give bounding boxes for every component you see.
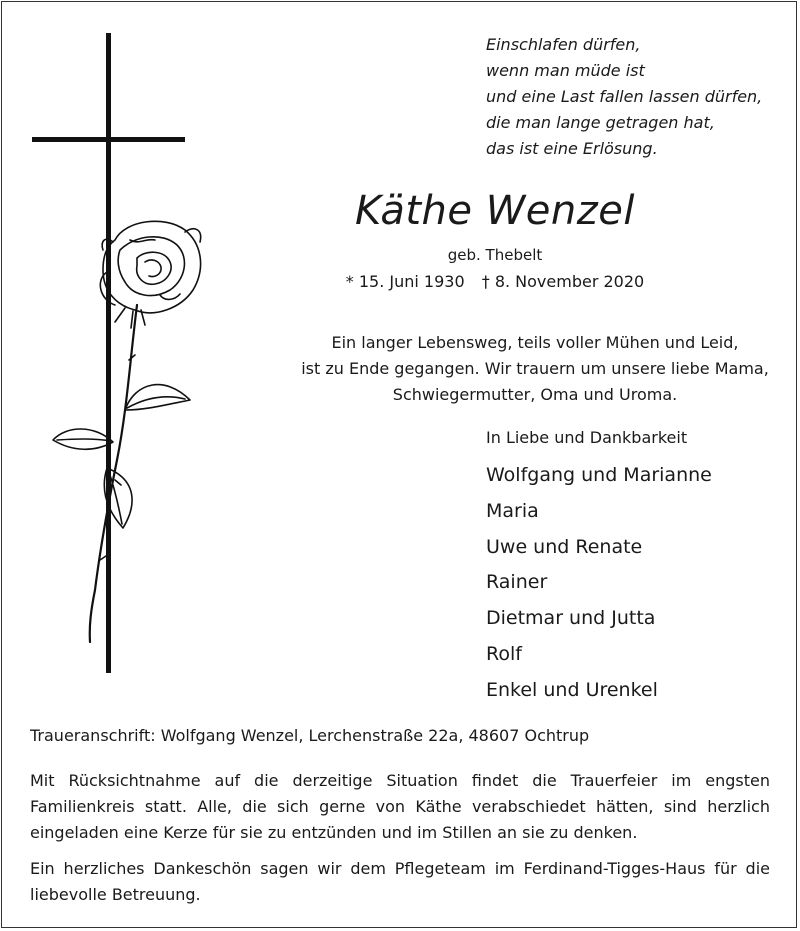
poem	[486, 32, 762, 162]
signatory: Wolfgang und Marianne	[486, 464, 712, 486]
message-line: Schwiegermutter, Oma und Uroma.	[392, 385, 678, 404]
signatory: Rolf	[486, 642, 522, 665]
signatory: Maria	[486, 499, 539, 522]
death-date: † 8. November 2020	[481, 272, 645, 291]
poem-line: das ist eine Erlösung.	[486, 139, 658, 158]
signatory: Dietmar und Jutta	[486, 607, 656, 630]
signatories-intro: In Liebe und Dankbarkeit	[486, 428, 688, 447]
life-dates	[0, 272, 800, 291]
signatory: Rainer	[486, 571, 548, 594]
gratitude-note: Ein herzliches Dankeschön sagen wir dem Pflegeteam im Ferdinand-Tigges-Haus für die liebevolle Betreuung.	[30, 859, 770, 904]
deceased-name: Käthe Wenzel	[355, 188, 635, 234]
signatories-list	[486, 458, 712, 709]
birth-date: * 15. Juni 1930	[345, 272, 465, 291]
birth-name: geb. Thebelt	[447, 246, 543, 264]
poem-line: die man lange getragen hat,	[486, 113, 715, 132]
message-line: ist zu Ende gegangen. Wir trauern um unsere liebe Mama,	[301, 359, 769, 378]
poem-line: Einschlafen dürfen,	[486, 35, 641, 54]
message-line: Ein langer Lebensweg, teils voller Mühen und Leid,	[331, 333, 739, 352]
signatory: Uwe und Renate	[486, 535, 643, 558]
signatory: Enkel und Urenkel	[486, 678, 658, 701]
funeral-notice: Mit Rücksichtnahme auf die derzeitige Situation findet die Trauerfeier im engsten Familienkreis statt. Alle, die sich gerne von Käthe verabschiedet hätten, sind herzlich eingeladen eine Kerze für sie zu entzünden und im Stillen an sie zu denken.	[30, 771, 770, 842]
mourning-address: Traueranschrift: Wolfgang Wenzel, Lerchenstraße 22a, 48607 Ochtrup	[30, 726, 590, 745]
poem-line: und eine Last fallen lassen dürfen,	[486, 87, 763, 106]
poem-line: wenn man müde ist	[486, 61, 645, 80]
cross-icon-horizontal-beam	[32, 137, 185, 142]
mourning-message	[0, 330, 800, 408]
